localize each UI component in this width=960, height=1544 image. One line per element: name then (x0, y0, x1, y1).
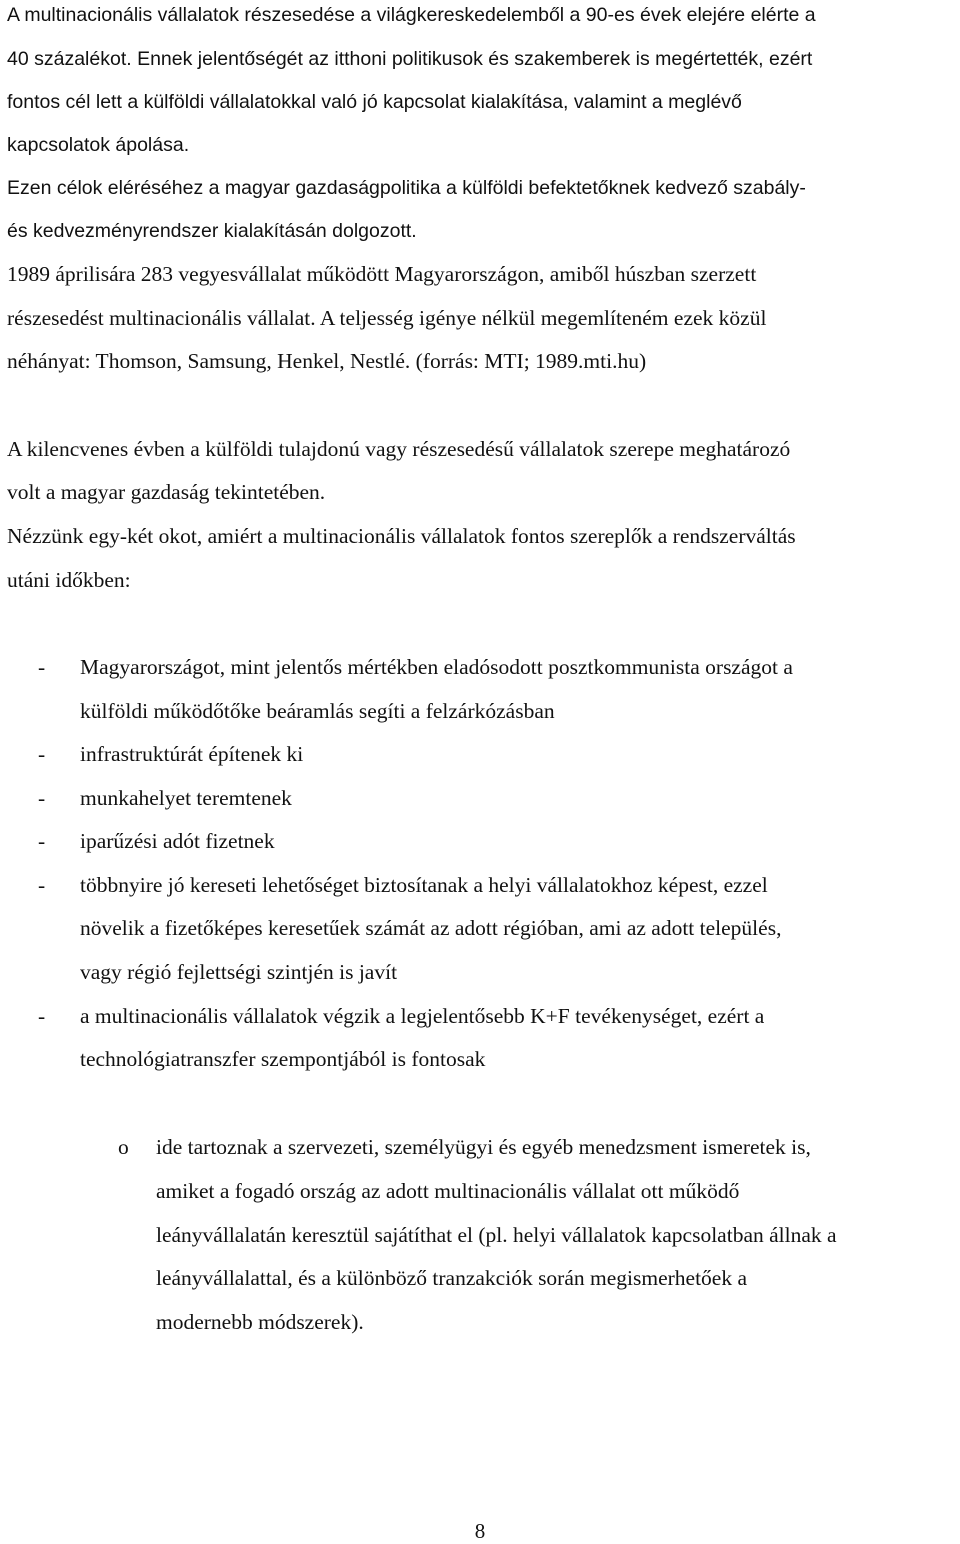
dash-bullet: - (38, 786, 46, 810)
list-item-text: többnyire jó kereseti lehetőséget biztosítanak a helyi vállalatokhoz képest, ezzel (80, 873, 768, 897)
text-line: A kilencvenes évben a külföldi tulajdonú vagy részesedésű vállalatok szerepe meghatározó (7, 437, 791, 461)
list-item-text: infrastruktúrát építenek ki (80, 742, 304, 766)
text-line: és kedvezményrendszer kialakításán dolgozott. (7, 220, 417, 242)
text-line: utáni időkben: (7, 568, 131, 592)
text-line: Nézzünk egy-két okot, amiért a multinacionális vállalatok fontos szereplők a rendszerváltás (7, 524, 796, 548)
dash-bullet: - (38, 829, 46, 853)
list-item-text: technológiatranszfer szempontjából is fontosak (80, 1047, 486, 1071)
list-item-text: vagy régió fejlettségi szintjén is javít (80, 960, 398, 984)
text-line: 40 százalékot. Ennek jelentőségét az itthoni politikusok és szakemberek is megértették, ezért (7, 48, 813, 70)
dash-bullet: - (38, 742, 46, 766)
page-number: 8 (474, 1519, 486, 1543)
circle-bullet: o (118, 1135, 129, 1159)
sub-list-item-text: amiket a fogadó ország az adott multinacionális vállalat ott működő (156, 1179, 740, 1203)
text-line: fontos cél lett a külföldi vállalatokkal való jó kapcsolat kialakítása, valamint a meglévő (7, 91, 742, 113)
sub-list-item-text: modernebb módszerek). (156, 1310, 364, 1334)
text-line: 1989 áprilisára 283 vegyesvállalat működött Magyarországon, amiből húszban szerzett (7, 262, 757, 286)
text-line: volt a magyar gazdaság tekintetében. (7, 480, 326, 504)
dash-bullet: - (38, 1004, 46, 1028)
dash-bullet: - (38, 655, 46, 679)
text-line: részesedést multinacionális vállalat. A teljesség igénye nélkül megemlíteném ezek közül (7, 306, 767, 330)
list-item-text: külföldi működőtőke beáramlás segíti a felzárkózásban (80, 699, 555, 723)
text-line: Ezen célok eléréséhez a magyar gazdaságpolitika a külföldi befektetőknek kedvező szabály- (7, 177, 806, 199)
text-line: néhányat: Thomson, Samsung, Henkel, Nestlé. (forrás: MTI; 1989.mti.hu) (7, 349, 647, 373)
list-item-text: iparűzési adót fizetnek (80, 829, 275, 853)
sub-list-item-text: ide tartoznak a szervezeti, személyügyi és egyéb menedzsment ismeretek is, (156, 1135, 811, 1159)
list-item-text: a multinacionális vállalatok végzik a legjelentősebb K+F tevékenységet, ezért a (80, 1004, 765, 1028)
list-item-text: növelik a fizetőképes keresetűek számát az adott régióban, ami az adott település, (80, 916, 782, 940)
list-item-text: munkahelyet teremtenek (80, 786, 292, 810)
sub-list-item-text: leányvállalatán keresztül sajátíthat el (pl. helyi vállalatok kapcsolatban állnak a (156, 1223, 837, 1247)
list-item-text: Magyarországot, mint jelentős mértékben eladósodott posztkommunista országot a (80, 655, 793, 679)
text-line: kapcsolatok ápolása. (7, 134, 190, 156)
sub-list-item-text: leányvállalattal, és a különböző tranzakciók során megismerhetőek a (156, 1266, 748, 1290)
text-line: A multinacionális vállalatok részesedése a világkereskedelemből a 90-es évek elejére elérte a (7, 4, 816, 26)
dash-bullet: - (38, 873, 46, 897)
